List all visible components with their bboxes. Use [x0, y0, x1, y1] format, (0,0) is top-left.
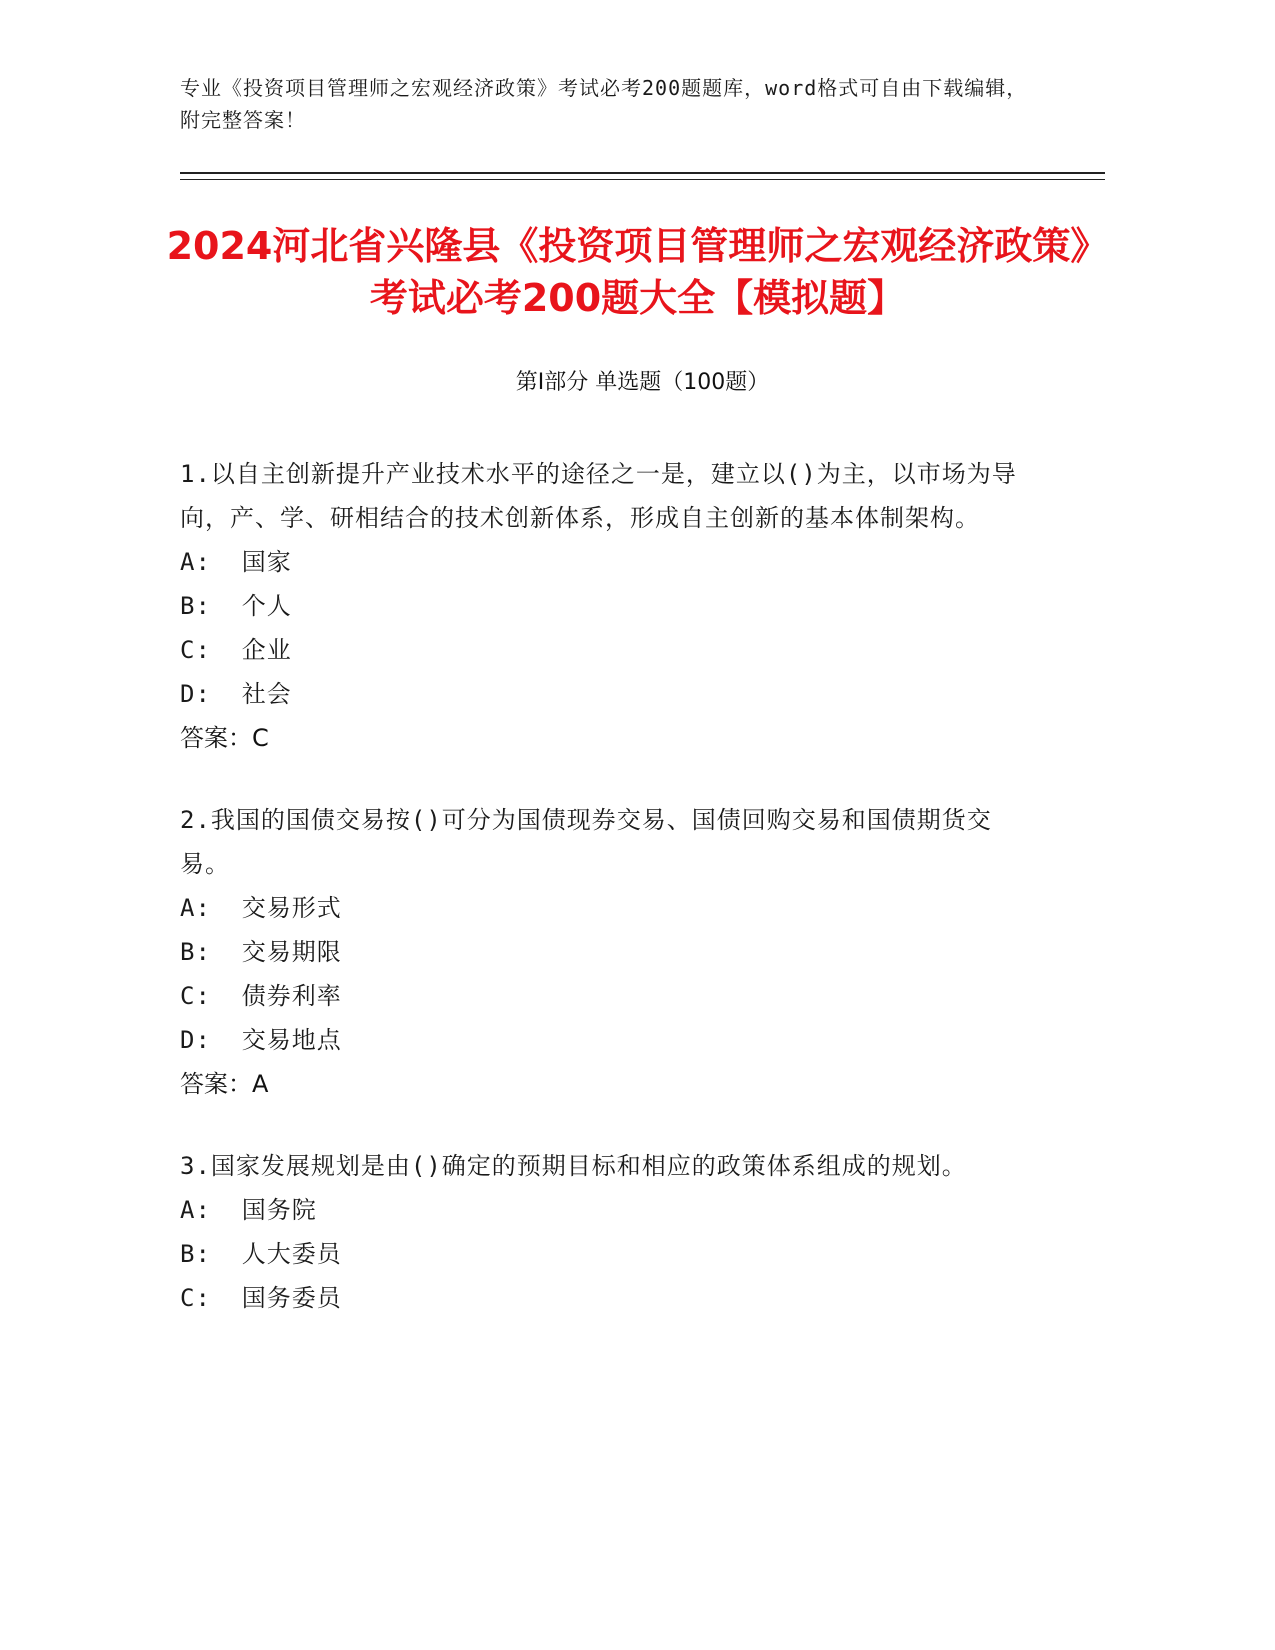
option-c: C: 债券利率: [180, 982, 342, 1010]
document-title: 2024河北省兴隆县《投资项目管理师之宏观经济政策》考试必考200题大全【模拟题】: [166, 224, 1109, 320]
question-item: [180, 452, 1020, 760]
header-note: 专业《投资项目管理师之宏观经济政策》考试必考200题题库，word格式可自由下载编辑，附完整答案！: [180, 76, 1028, 132]
header-divider-thick: [180, 172, 1105, 174]
option-a: A: 国务院: [180, 1196, 317, 1224]
question-list: [180, 452, 1020, 1358]
option-d: D: 交易地点: [180, 1026, 342, 1054]
header-divider-thin: [180, 179, 1105, 180]
option-a: A: 交易形式: [180, 894, 342, 922]
answer-line: 答案：A: [180, 1070, 269, 1098]
answer-line: 答案：C: [180, 724, 269, 752]
option-b: B: 人大委员: [180, 1240, 342, 1268]
option-d: D: 社会: [180, 680, 292, 708]
question-item: [180, 798, 1020, 1106]
question-stem: 2.我国的国债交易按()可分为国债现券交易、国债回购交易和国债期货交易。: [180, 806, 992, 878]
option-a: A: 国家: [180, 548, 292, 576]
option-c: C: 企业: [180, 636, 292, 664]
section-title: 第Ⅰ部分 单选题（100题）: [515, 370, 770, 395]
question-stem: 1.以自主创新提升产业技术水平的途径之一是，建立以()为主，以市场为导向，产、学、研相结合的技术创新体系，形成自主创新的基本体制架构。: [180, 460, 1017, 532]
option-b: B: 交易期限: [180, 938, 342, 966]
option-b: B: 个人: [180, 592, 292, 620]
question-stem: 3.国家发展规划是由()确定的预期目标和相应的政策体系组成的规划。: [180, 1152, 967, 1180]
question-item: [180, 1144, 1020, 1320]
option-c: C: 国务委员: [180, 1284, 342, 1312]
